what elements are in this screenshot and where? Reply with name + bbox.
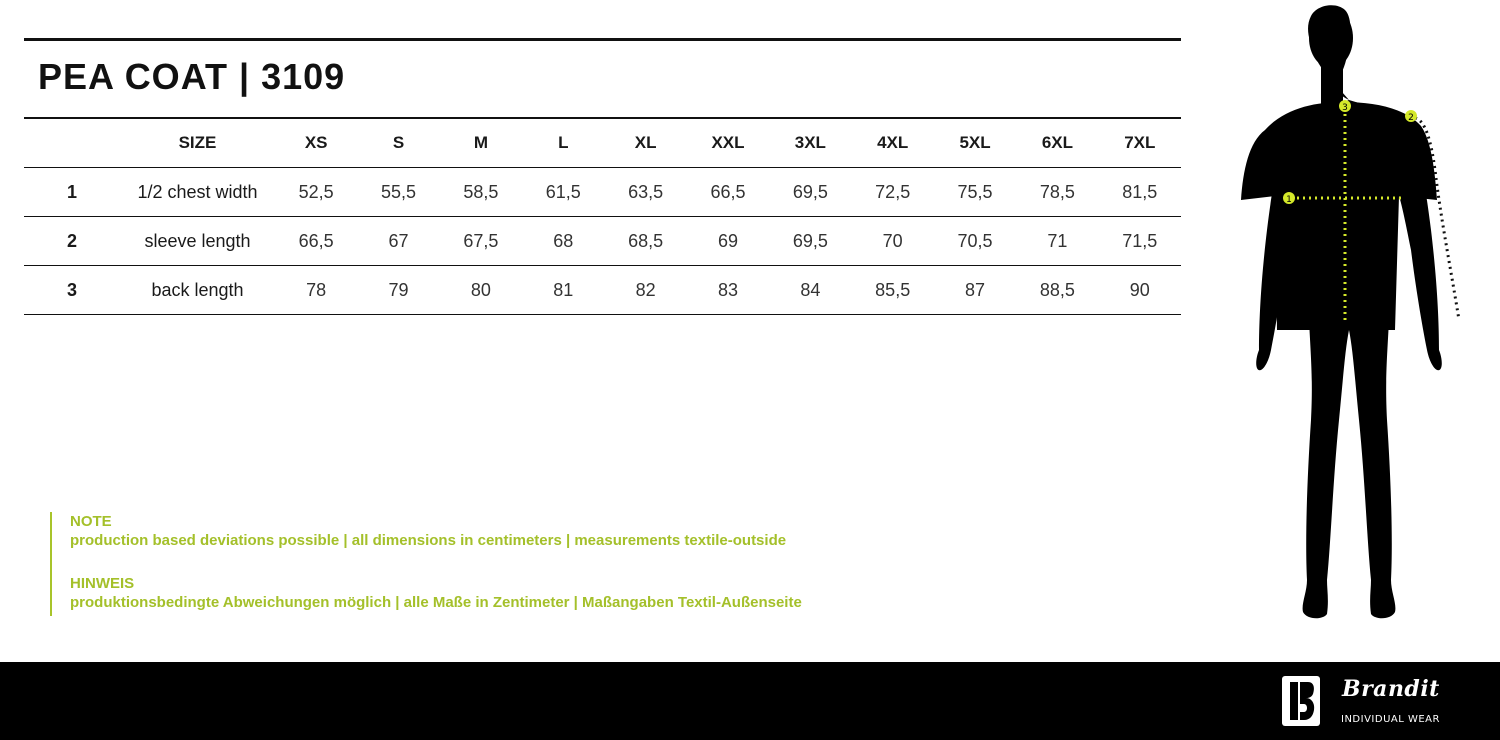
- measurement-cell: 83: [687, 266, 769, 315]
- note-heading-de: HINWEIS: [70, 575, 135, 592]
- measurement-cell: 90: [1099, 266, 1181, 315]
- note-heading-en: NOTE: [70, 513, 112, 530]
- measurement-cell: 52,5: [275, 168, 357, 217]
- brandit-b-logo-icon: [1282, 676, 1320, 726]
- size-table: [24, 117, 1181, 315]
- size-header-cell: 4XL: [852, 118, 934, 168]
- size-header-cell: XL: [604, 118, 686, 168]
- measurement-cell: 87: [934, 266, 1016, 315]
- size-header-label: SIZE: [120, 118, 275, 168]
- silhouette-icon: [1241, 5, 1442, 618]
- measurement-cell: 78: [275, 266, 357, 315]
- measurement-cell: 68: [522, 217, 604, 266]
- measurement-cell: 61,5: [522, 168, 604, 217]
- row-index: 3: [24, 266, 120, 315]
- size-header-cell: L: [522, 118, 604, 168]
- size-header-cell: XS: [275, 118, 357, 168]
- row-index: 2: [24, 217, 120, 266]
- size-header-cell: 3XL: [769, 118, 851, 168]
- brand-footer: [0, 662, 1500, 740]
- measurement-cell: 84: [769, 266, 851, 315]
- measurement-cell: 58,5: [440, 168, 522, 217]
- brand-name: Brandit: [1342, 676, 1440, 702]
- size-header-cell: 6XL: [1016, 118, 1098, 168]
- note-text-de: produktionsbedingte Abweichungen möglich | alle Maße in Zentimeter | Maßangaben Textil-Außenseite: [70, 594, 802, 611]
- table-row: [24, 217, 1181, 266]
- measurement-cell: 63,5: [604, 168, 686, 217]
- measurement-cell: 67: [357, 217, 439, 266]
- measurement-cell: 79: [357, 266, 439, 315]
- top-rule: [24, 38, 1181, 41]
- measurement-cell: 72,5: [852, 168, 934, 217]
- measurement-cell: 66,5: [275, 217, 357, 266]
- index-header: [24, 118, 120, 168]
- marker-2-label: 2: [1408, 113, 1414, 123]
- measurement-cell: 81: [522, 266, 604, 315]
- note-text-en: production based deviations possible | all dimensions in centimeters | measurements textile-outside: [70, 532, 787, 549]
- size-header-cell: 7XL: [1099, 118, 1181, 168]
- table-row: [24, 266, 1181, 315]
- brand-tagline: INDIVIDUAL WEAR: [1341, 714, 1440, 725]
- measurement-cell: 78,5: [1016, 168, 1098, 217]
- size-header-cell: 5XL: [934, 118, 1016, 168]
- measurement-cell: 69: [687, 217, 769, 266]
- measurement-cell: 80: [440, 266, 522, 315]
- measurement-cell: 66,5: [687, 168, 769, 217]
- row-label: back length: [120, 266, 275, 315]
- measurement-cell: 85,5: [852, 266, 934, 315]
- size-header-cell: M: [440, 118, 522, 168]
- measurement-cell: 69,5: [769, 168, 851, 217]
- body-silhouette-figure: [1225, 0, 1500, 660]
- measurement-cell: 82: [604, 266, 686, 315]
- size-header-cell: S: [357, 118, 439, 168]
- row-label: 1/2 chest width: [120, 168, 275, 217]
- measurement-cell: 71,5: [1099, 217, 1181, 266]
- measurement-cell: 88,5: [1016, 266, 1098, 315]
- marker-3-label: 3: [1342, 103, 1348, 113]
- page-title: PEA COAT | 3109: [38, 56, 346, 97]
- measurement-cell: 81,5: [1099, 168, 1181, 217]
- measurement-cell: 68,5: [604, 217, 686, 266]
- measurement-cell: 69,5: [769, 217, 851, 266]
- neck-shape: [1321, 60, 1343, 104]
- size-header-row: [24, 118, 1181, 168]
- marker-1-label: 1: [1286, 195, 1292, 205]
- size-header-cell: XXL: [687, 118, 769, 168]
- head-shape: [1309, 8, 1353, 68]
- row-label: sleeve length: [120, 217, 275, 266]
- measurement-cell: 67,5: [440, 217, 522, 266]
- measurement-cell: 75,5: [934, 168, 1016, 217]
- measurement-cell: 55,5: [357, 168, 439, 217]
- row-index: 1: [24, 168, 120, 217]
- table-row: [24, 168, 1181, 217]
- note-block: [50, 512, 802, 616]
- measurement-cell: 70: [852, 217, 934, 266]
- measurement-cell: 71: [1016, 217, 1098, 266]
- measurement-cell: 70,5: [934, 217, 1016, 266]
